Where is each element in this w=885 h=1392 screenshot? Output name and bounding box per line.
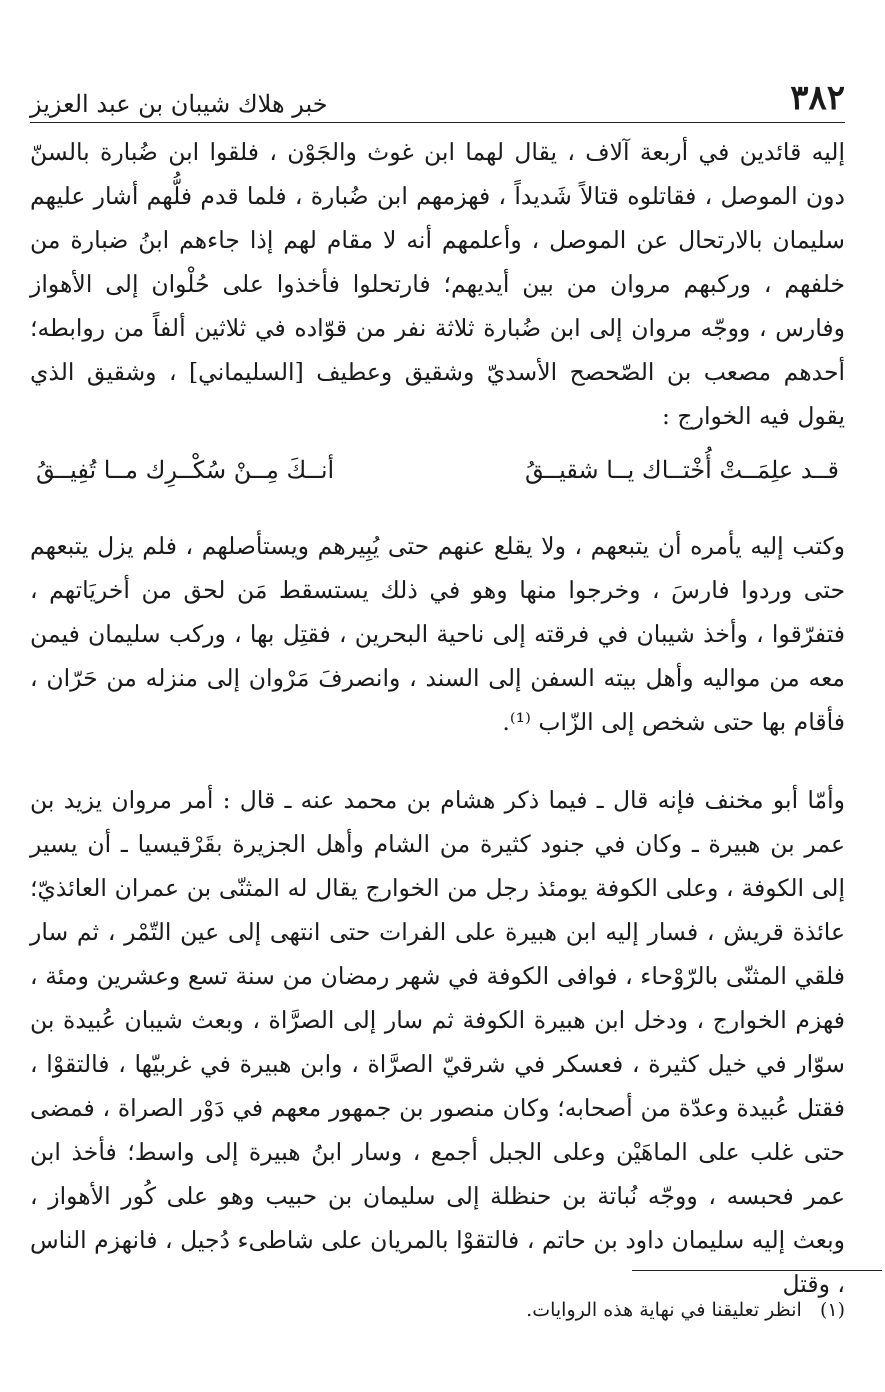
- paragraph-2: وكتب إليه يأمره أن يتبعهم ، ولا يقلع عنهم حتى يُبِيرهم ويستأصلهم ، فلم يزل يتبعهم حتى وردوا فارسَ ، وخرجوا منها وهو في ذلك يستسقط مَن لحق من أخريَاتهم ، فتفرّقوا ، وأخذ شيبان في فرقته إلى ناحية البحرين ، فقتِل بها ، وركب سليمان فيمن معه من مواليه وأهل بيته السفن إلى السند ، وانصرفَ مَرْوان إلى منزله من حَرّان ، فأقام بها حتى شخص إلى الزّاب ⁽¹⁾.: [30, 532, 845, 736]
- paragraph-3: وأمّا أبو مخنف فإنه قال ـ فيما ذكر هشام بن محمد عنه ـ قال : أمر مروان يزيد بن عمر بن هبيرة ـ وكان في جنود كثيرة من الشام وأهل الجزيرة بقَرْقيسيا ـ أن يسير إلى الكوفة ، وعلى الكوفة يومئذ رجل من الخوارج يقال له المثنّى بن عمران العائذيّ؛ عائذة قريش ، فسار إليه ابن هبيرة على الفرات حتى انتهى إلى عين التّمْر ، ثم سار فلقي المثنّى بالرّوْحاء ، فوافى الكوفة في شهر رمضان من سنة تسع وعشرين ومئة ، فهزم الخوارج ، ودخل ابن هبيرة الكوفة ثم سار إلى الصرَّاة ، وبعث شيبان عُبيدة بن سوّار في خيل كثيرة ، فعسكر في شرقيّ الصرَّاة ، وابن هبيرة في غربيّها ، فالتقوْا ، فقتل عُبيدة وعدّة من أصحابه؛ وكان منصور بن جمهور معهم في دَوْر الصراة ، فمضى حتى غلب على الماهَيْن وعلى الجبل أجمع ، وسار ابنُ هبيرة إلى واسط؛ فأخذ ابن عمر فحبسه ، ووجّه نُباتة بن حنظلة إلى سليمان بن حبيب وهو على كُور الأهواز ، وبعث إليه سليمان داود بن حاتم ، فالتقوْا بالمريان على شاطىء دُجيل ، فانهزم الناس ، وقتل: [30, 786, 845, 1298]
- paragraph-1: إليه قائدين في أربعة آلاف ، يقال لهما ابن غوث والجَوْن ، فلقوا ابن ضُبارة بالسنّ دون الموصل ، فقاتلوه قتالاً شَديداً ، فهزمهم ابن ضُبارة ، فلما قدم فلُّهم أشار عليهم سليمان بالارتحال عن الموصل ، وأعلمهم أنه لا مقام لهم إذا جاءهم ابنُ ضبارة من خلفهم ، وركبهم مروان من بين أيديهم؛ فارتحلوا فأخذوا على حُلْوان إلى الأهواز وفارس ، ووجّه مروان إلى ابن ضُبارة ثلاثة نفر من قوّاده في ثلاثين ألفاً من روابطه؛ أحدهم مصعب بن الصّحصح الأسديّ وشقيق وعطيف [السليماني] ، وشقيق الذي يقول فيه الخوارج :: [30, 138, 845, 430]
- verse-first-hemistich: قــد علِمَــتْ أُخْتــاك يــا شقيــقُ: [525, 456, 839, 484]
- main-text: [30, 130, 845, 1306]
- poem-verse: [36, 446, 839, 494]
- footnote-marker: (١): [819, 1299, 845, 1321]
- footnote: [30, 1296, 845, 1324]
- page-header: [30, 70, 845, 123]
- footnote-text: انظر تعليقنا في نهاية هذه الروايات.: [526, 1299, 802, 1321]
- page-number: ٣٨٢: [790, 78, 845, 118]
- verse-second-hemistich: أنــكَ مِــنْ سُكْــرِك مــا تُفِيــقُ: [36, 456, 335, 484]
- footnote-divider: [632, 1270, 882, 1271]
- running-title: خبر هلاك شيبان بن عبد العزيز: [30, 90, 328, 118]
